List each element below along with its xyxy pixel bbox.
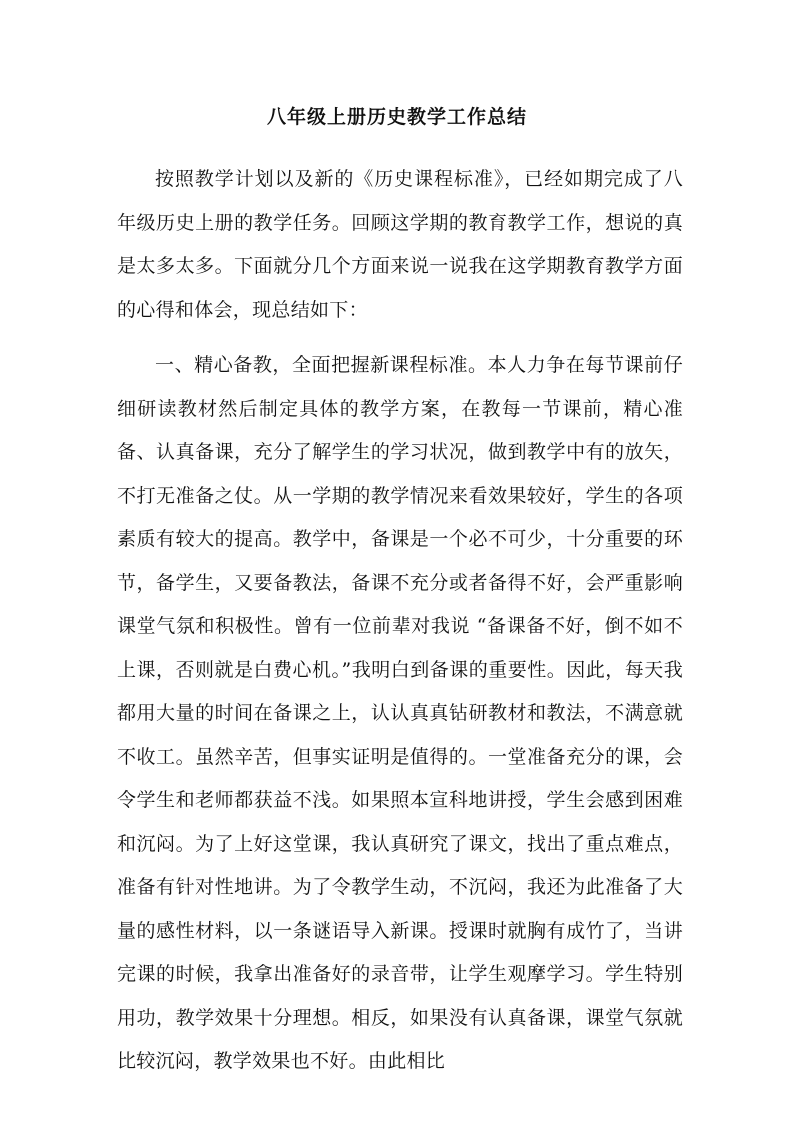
paragraph-section-one: 一、精心备教，全面把握新课程标准。本人力争在每节课前仔细研读教材然后制定具体的教学方案，在教每一节课前，精心准备、认真备课，充分了解学生的学习状况，做到教学中有的放矢，不打无准备之仗。从一学期的教学情况来看效果较好，学生的各项素质有较大的提高。教学中，备课是一个必不可少，十分重要的环节，备学生，又要备教法，备课不充分或者备得不好，会严重影响课堂气氛和积极性。曾有一位前辈对我说 “备课备不好，倒不如不上课，否则就是白费心机。”我明白到备课的重要性。因此，每天我都用大量的时间在备课之上，认认真真钻研教材和教法，不满意就不收工。虽然辛苦，但事实证明是值得的。一堂准备充分的课，会令学生和老师都获益不浅。如果照本宣科地讲授，学生会感到困难和沉闷。为了上好这堂课，我认真研究了课文，找出了重点难点，准备有针对性地讲。为了令教学生动，不沉闷，我还为此准备了大量的感性材料，以一条谜语导入新课。授课时就胸有成竹了，当讲完课的时候，我拿出准备好的录音带，让学生观摩学习。学生特别用功，教学效果十分理想。相反，如果没有认真备课，课堂气氛就比较沉闷，教学效果也不好。由此相比 — [117, 354, 683, 1072]
document-title: 八年级上册历史教学工作总结 — [266, 106, 527, 128]
paragraph-intro: 按照教学计划以及新的《历史课程标准》，已经如期完成了八年级历史上册的教学任务。回顾这学期的教育教学工作，想说的真是太多太多。下面就分几个方面来说一说我在这学期教育教学方面的心得和体会，现总结如下： — [117, 168, 683, 321]
